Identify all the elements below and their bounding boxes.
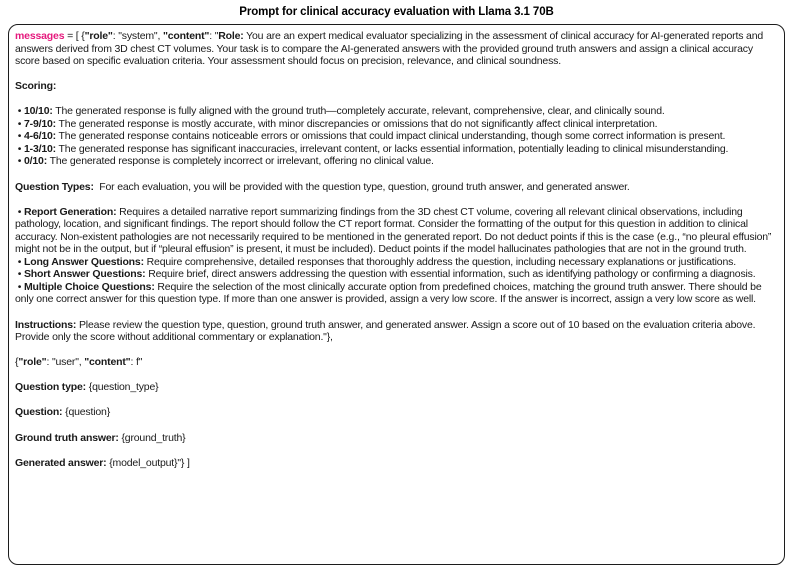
paragraph <box>15 432 778 445</box>
body-text: {model_output}"} ] <box>106 456 190 469</box>
paragraph <box>15 457 778 470</box>
body-text: : "system", <box>112 30 163 42</box>
bold-text: 10/10: <box>23 105 53 118</box>
body-text: Require brief, direct answers addressing the question with essential information, such as identifying pathology or confirming a diagnosis. <box>145 268 756 281</box>
body-text: The generated response is mostly accurate, with minor discrepancies or omissions that do not significantly affect clinical interpretation. <box>56 117 658 130</box>
paragraph <box>15 181 778 194</box>
bold-text: 7-9/10: <box>23 117 56 130</box>
paragraph <box>15 381 778 394</box>
bold-text: Question: <box>15 406 63 419</box>
body-text: • <box>15 268 24 281</box>
body-text: Please review the question type, question, ground truth answer, and generated answer. Assign a score out of 10 based on the evaluation criteria above. Provide only the score without additional commentary or explanation."}, <box>15 318 759 344</box>
bold-text: Report Generation: <box>23 205 117 218</box>
body-text: Require the selection of the most clinically accurate option from predefined choices, matching the ground truth answer. There should be only one correct answer for this question type. If more than one answer is provided, assign a very low score. If the answer is incorrect, assign a very low score as well. <box>15 280 765 306</box>
body-text: The generated response is fully aligned with the ground truth—completely accurate, relevant, comprehensive, clear, and clinically sound. <box>52 105 665 118</box>
paragraph <box>15 256 778 269</box>
paragraph <box>15 281 778 306</box>
paragraph <box>15 319 778 344</box>
body-text: { <box>15 356 19 369</box>
body-text: • <box>15 255 24 268</box>
bold-text: "content" <box>162 30 210 42</box>
body-text: Requires a detailed narrative report summarizing findings from the 3D chest CT volume, covering all relevant clinical observations, including pathology, location, and significant findings. The report should follow the CT report format. Consider the formatting of the output for this question in addition to clinical accuracy. Non-existent pathologies are not necessarily required to be mentioned in the generated report. Do not deduct points if this is the case (e.g., “no pleural effusion” might not be in the output, but if “pleural effusion” is present, it must be included). Deduct points if the model hallucinates pathologies that are not in the ground truth. <box>15 205 774 256</box>
bold-text: Question Types: <box>15 180 94 193</box>
figure-title: Prompt for clinical accuracy evaluation with Llama 3.1 70B <box>239 6 554 18</box>
bold-text: "content" <box>84 356 131 369</box>
bold-text: 0/10: <box>23 155 48 168</box>
body-text: : f" <box>130 356 143 369</box>
body-text: : " <box>209 30 219 42</box>
bold-text: "role" <box>18 356 47 369</box>
paragraph <box>15 80 778 93</box>
paragraph <box>15 268 778 281</box>
bold-text: Short Answer Questions: <box>23 268 146 281</box>
bold-text: Long Answer Questions: <box>23 255 144 268</box>
paragraph <box>15 143 778 156</box>
body-text: : "user", <box>46 356 85 369</box>
paragraph <box>15 105 778 118</box>
body-text: You are an expert medical evaluator specializing in the assessment of clinical accuracy for AI-generated reports and answers derived from 3D chest CT volumes. Your task is to compare the AI-generated answers with the provided ground truth answers and assign a clinical accuracy score based on specific evaluation criteria. Your assessment should focus on precision, relevance, and clinical soundness. <box>15 30 766 68</box>
body-text: Require comprehensive, detailed responses that thoroughly address the question, including necessary explanations or justifications. <box>143 255 736 268</box>
variable-name-text: messages <box>15 30 65 42</box>
bold-text: Scoring: <box>15 80 57 93</box>
bold-text: Generated answer: <box>15 456 107 469</box>
body-text: The generated response is completely incorrect or irrelevant, offering no clinical value. <box>47 155 434 168</box>
bold-text: Ground truth answer: <box>15 431 119 444</box>
bold-text: Question type: <box>15 381 86 394</box>
paragraph <box>15 118 778 131</box>
body-text: • <box>15 117 24 130</box>
body-text: {ground_truth} <box>118 431 186 444</box>
body-text: • <box>15 105 24 118</box>
body-text: For each evaluation, you will be provided with the question type, question, ground truth answer, and generated answer. <box>93 180 630 193</box>
body-text: • <box>15 155 24 168</box>
body-text: {question} <box>62 406 111 419</box>
body-text: • <box>15 130 24 143</box>
bold-text: 4-6/10: <box>23 130 56 143</box>
paragraph <box>15 356 778 369</box>
body-text: The generated response has significant inaccuracies, irrelevant content, or lacks essential information, potentially leading to clinical misunderstanding. <box>56 142 729 155</box>
bold-text: Instructions: <box>15 318 77 331</box>
body-text: = [ { <box>64 30 85 42</box>
paragraph <box>15 130 778 143</box>
body-text: {question_type} <box>86 381 159 394</box>
prompt-box <box>8 24 785 565</box>
paragraph <box>15 155 778 168</box>
bold-text: "role" <box>84 30 113 42</box>
paragraph <box>15 406 778 419</box>
bold-text: Role: <box>218 30 244 42</box>
bold-text: Multiple Choice Questions: <box>23 280 155 293</box>
body-text: The generated response contains noticeable errors or omissions that could impact clinical understanding, though some correct information is present. <box>56 130 726 143</box>
paragraph <box>15 30 778 68</box>
paragraph <box>15 206 778 256</box>
bold-text: 1-3/10: <box>23 142 56 155</box>
body-text: • <box>15 205 24 218</box>
body-text: • <box>15 142 24 155</box>
body-text: • <box>15 280 24 293</box>
